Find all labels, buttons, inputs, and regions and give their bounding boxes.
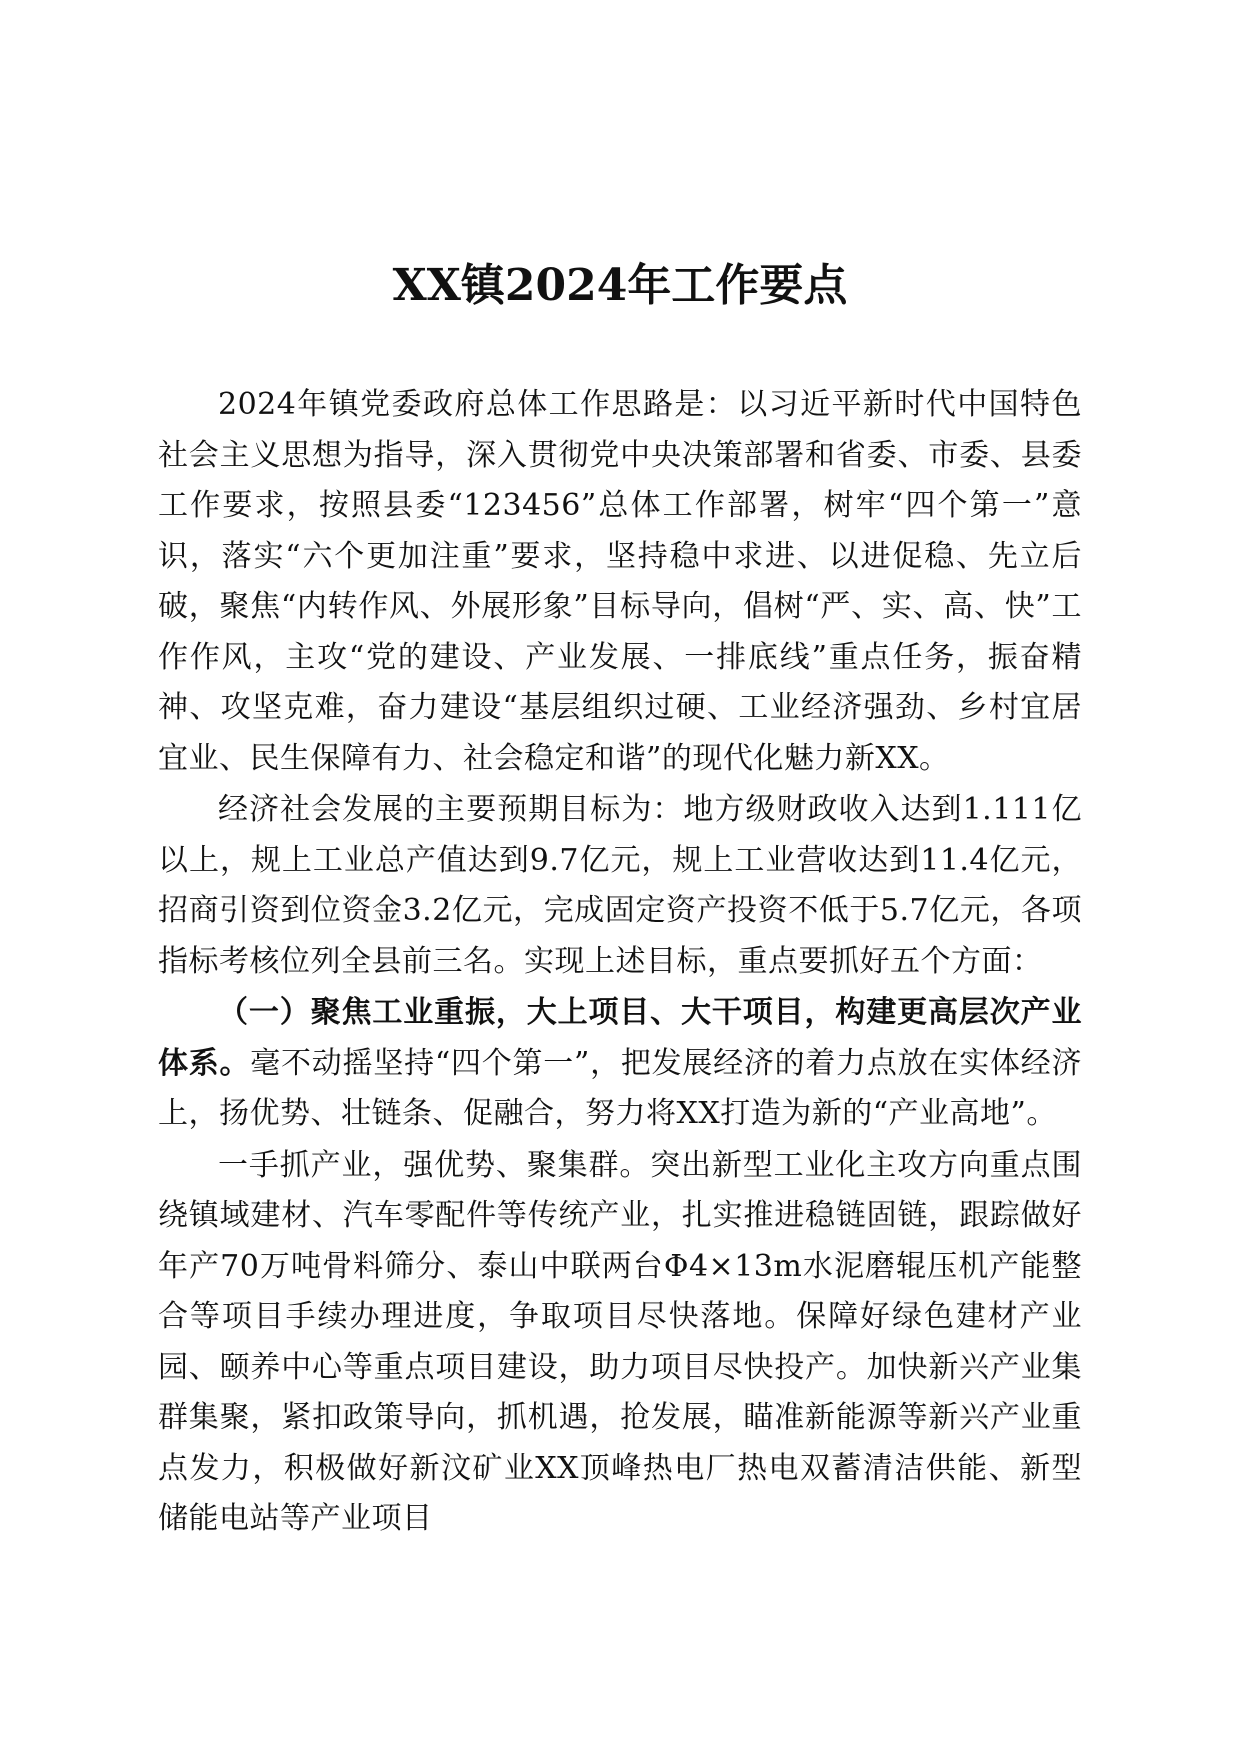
section-one-text: 毫不动摇坚持“四个第一”，把发展经济的着力点放在实体经济上，扬优势、壮链条、促融合，努力将XX打造为新的“产业高地”。 (158, 1045, 1082, 1131)
paragraph-industry: 一手抓产业，强优势、聚集群。突出新型工业化主攻方向重点围绕镇域建材、汽车零配件等传统产业，扎实推进稳链固链，跟踪做好年产70万吨骨料筛分、泰山中联两台Φ4×13m水泥磨辊压机产能整合等项目手续办理进度，争取项目尽快落地。保障好绿色建材产业园、颐养中心等重点项目建设，助力项目尽快投产。加快新兴产业集群集聚，紧扣政策导向，抓机遇，抢发展，瞄准新能源等新兴产业重点发力，积极做好新汶矿业XX顶峰热电厂热电双蓄清洁供能、新型储能电站等产业项目 (158, 1147, 1082, 1536)
section-one-heading: （一）聚焦工业重振，大上项目、大干项目，构建更高层次产业体系。 (158, 995, 1082, 1081)
paragraph-main-targets: 经济社会发展的主要预期目标为：地方级财政收入达到1.111亿以上，规上工业总产值达到9.7亿元，规上工业营收达到11.4亿元，招商引资到位资金3.2亿元，完成固定资产投资不低于5.7亿元，各项指标考核位列全县前三名。实现上述目标，重点要抓好五个方面： (158, 792, 1082, 979)
paragraph-overall-approach: 2024年镇党委政府总体工作思路是：以习近平新时代中国特色社会主义思想为指导，深入贯彻党中央决策部署和省委、市委、县委工作要求，按照县委“123456”总体工作部署，树牢“四个第一”意识，落实“六个更加注重”要求，坚持稳中求进、以进促稳、先立后破，聚焦“内转作风、外展形象”目标导向，倡树“严、实、高、快”工作作风，主攻“党的建设、产业发展、一排底线”重点任务，振奋精神、攻坚克难，奋力建设“基层组织过硬、工业经济强劲、乡村宜居宜业、民生保障有力、社会稳定和谐”的现代化魅力新XX。 (158, 387, 1082, 776)
document-title: XX镇2024年工作要点 (392, 260, 848, 311)
document-body (158, 380, 1082, 1545)
section-one-paragraph (158, 988, 1082, 1140)
